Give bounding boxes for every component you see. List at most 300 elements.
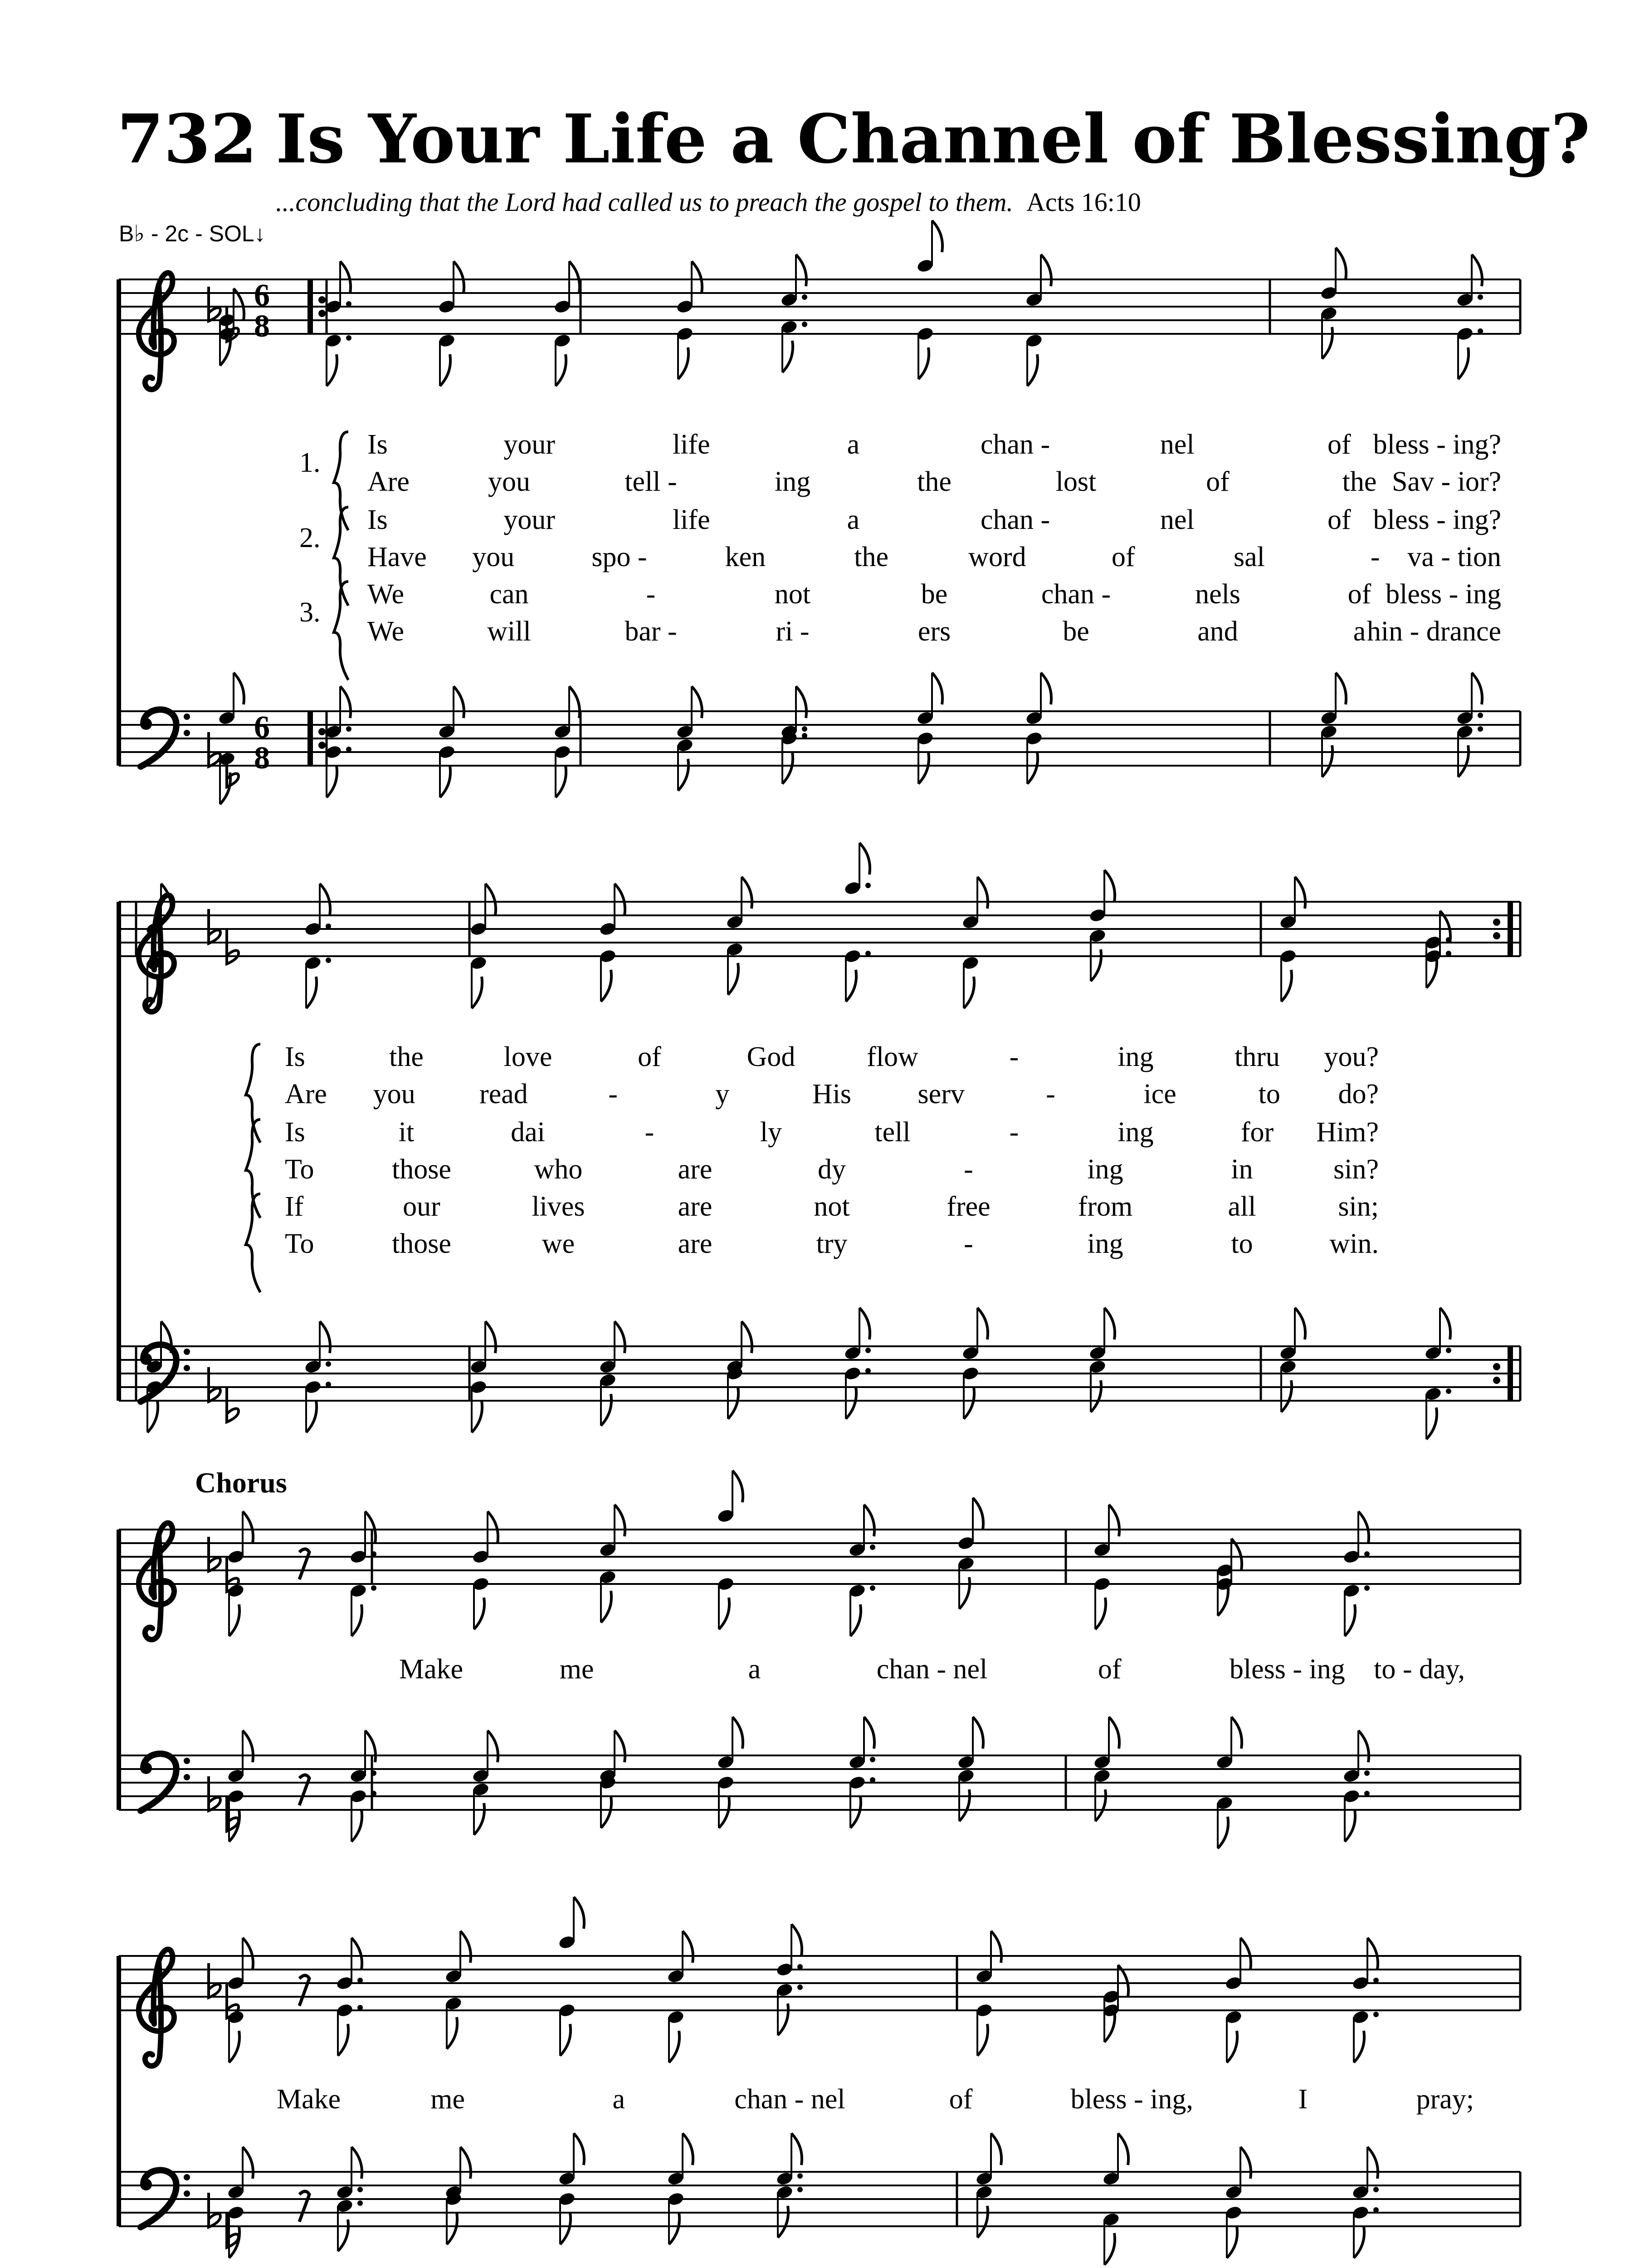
lyric-syllable: are	[678, 1154, 712, 1185]
note-flag	[1345, 1604, 1355, 1636]
note-flag	[556, 766, 566, 797]
lyric-syllable: Are	[285, 1079, 327, 1110]
time-signature-denominator: 8	[254, 309, 270, 344]
augmentation-dot	[357, 2005, 363, 2010]
lyric-syllable: bar -	[625, 616, 677, 647]
lyric-syllable: Make	[399, 1654, 464, 1685]
lyric-syllable: you	[472, 542, 515, 572]
augmentation-dot	[326, 1382, 331, 1387]
lyric-syllable: a	[847, 504, 860, 535]
system-1-notation	[119, 220, 1520, 804]
system-3-lyrics	[399, 1654, 1465, 1685]
repeat-dot	[318, 296, 326, 303]
note-flag	[864, 1717, 874, 1749]
note-flag	[460, 1931, 471, 1963]
note-flag	[234, 673, 244, 704]
augmentation-dot	[870, 1757, 875, 1762]
treble-clef-icon	[139, 1949, 174, 2066]
lyric-syllable: of	[1206, 466, 1230, 497]
lyric-syllable: bless - ing,	[1070, 2084, 1193, 2115]
repeat-dot	[318, 742, 326, 749]
lyric-syllable: Him?	[1316, 1117, 1379, 1148]
note-flag	[243, 1730, 253, 1762]
note-flag	[728, 963, 738, 995]
note-flag	[778, 2206, 788, 2238]
lyric-syllable: the	[854, 542, 888, 572]
augmentation-dot	[870, 1545, 875, 1550]
lyric-syllable: Is	[285, 1117, 305, 1148]
lyric-syllable: do?	[1338, 1079, 1379, 1110]
lyric-syllable: lives	[532, 1191, 585, 1222]
lyric-syllable: a	[847, 429, 860, 460]
lyric-syllable: of	[1327, 504, 1351, 535]
note-flag	[1322, 745, 1332, 777]
note-flag	[846, 970, 856, 1002]
key-info: B♭ - 2c - SOL↓	[119, 221, 266, 246]
system-1-lyrics	[299, 429, 1501, 680]
augmentation-dot	[1373, 2187, 1379, 2192]
augmentation-dot	[870, 1777, 875, 1783]
time-signature-denominator: 8	[254, 741, 270, 776]
scripture-reference: Acts 16:10	[1026, 187, 1141, 217]
flat-icon	[209, 732, 220, 767]
flat-icon	[209, 1367, 220, 1402]
lyric-syllable: -	[646, 579, 656, 610]
lyric-syllable: y	[715, 1079, 730, 1110]
augmentation-dot	[357, 1978, 363, 1983]
note-flag	[977, 1308, 988, 1339]
system-4-lyrics	[277, 2084, 1474, 2115]
lyric-syllable: ri -	[776, 616, 810, 647]
note-flag	[1027, 752, 1038, 784]
augmentation-dot	[1478, 294, 1483, 300]
augmentation-dot	[797, 1964, 803, 1970]
note-flag	[977, 2206, 988, 2238]
lyric-syllable: ing	[1117, 1117, 1154, 1148]
lyric-syllable: a	[612, 2084, 625, 2115]
lyric-syllable: ly	[760, 1117, 782, 1148]
lyric-syllable: who	[534, 1154, 583, 1185]
lyric-syllable: sal	[1234, 542, 1265, 572]
note-flag	[1281, 970, 1292, 1002]
note-flag	[351, 1938, 362, 1970]
note-flag	[1041, 673, 1051, 704]
lyric-syllable: Is	[367, 429, 388, 460]
lyric-syllable: bless - ing?	[1373, 504, 1501, 535]
note-flag	[1472, 254, 1482, 286]
lyric-syllable: chan - nel	[734, 2084, 845, 2115]
note-flag	[1091, 949, 1101, 981]
note-flag	[1354, 2226, 1364, 2258]
note-flag	[1104, 2233, 1115, 2265]
note-flag	[796, 254, 806, 286]
note-flag	[147, 1401, 158, 1432]
note-flag	[1440, 1308, 1450, 1339]
note-flag	[991, 2133, 1001, 2165]
lyric-syllable: life	[672, 504, 710, 535]
lyric-syllable: those	[392, 1228, 451, 1259]
lyric-syllable: His	[812, 1079, 852, 1110]
note-flag	[1041, 254, 1051, 286]
augmentation-dot	[865, 1348, 871, 1353]
augmentation-dot	[371, 1551, 376, 1557]
notation-marks	[119, 220, 1520, 2265]
eighth-rest-icon	[299, 1775, 309, 1805]
note-flag	[474, 1803, 484, 1835]
flat-icon	[227, 929, 239, 964]
lyric-syllable: -	[1046, 1079, 1055, 1110]
note-flag	[1109, 1505, 1119, 1536]
note-flag	[327, 766, 337, 797]
note-flag	[719, 1796, 729, 1828]
lyric-syllable: Is	[285, 1041, 305, 1072]
lyric-syllable: pray;	[1416, 2084, 1474, 2115]
hymn-title: Is Your Life a Channel of Blessing?	[276, 99, 1591, 178]
note-flag	[365, 1511, 376, 1543]
flat-icon	[227, 1388, 239, 1422]
note-flag	[1281, 1380, 1292, 1412]
augmentation-dot	[326, 924, 331, 929]
lyric-syllable: me	[430, 2084, 465, 2115]
lyric-syllable: win.	[1329, 1228, 1379, 1259]
lyric-syllable: flow	[867, 1041, 918, 1072]
lyric-syllable: lost	[1055, 466, 1097, 497]
note-flag	[859, 843, 870, 875]
note-flag	[1367, 1938, 1378, 1970]
note-flag	[615, 1321, 625, 1353]
note-flag	[959, 1789, 970, 1821]
note-flag	[932, 220, 942, 252]
lyric-syllable: sin?	[1333, 1154, 1379, 1185]
augmentation-dot	[326, 958, 331, 963]
lyric-syllable: ers	[917, 616, 951, 647]
lyric-syllable: in	[1231, 1154, 1253, 1185]
lyric-syllable: of	[1098, 1654, 1122, 1685]
eighth-rest-icon	[299, 1549, 309, 1579]
repeat-dot	[1493, 932, 1500, 939]
note-flag	[243, 1938, 253, 1970]
note-flag	[472, 977, 482, 1008]
note-flag	[440, 766, 450, 797]
note-flag	[243, 1511, 253, 1543]
lyric-syllable: tell	[874, 1117, 911, 1148]
note-flag	[474, 1598, 484, 1629]
lyric-syllable: for	[1240, 1117, 1274, 1148]
verse-number: 3.	[299, 597, 321, 628]
note-flag	[1458, 745, 1469, 777]
lyric-syllable: ice	[1143, 1079, 1176, 1110]
lyric-syllable: chan -	[1041, 579, 1111, 610]
note-flag	[1336, 673, 1346, 704]
note-flag	[601, 1591, 611, 1623]
note-flag	[782, 341, 793, 372]
note-flag	[977, 2024, 988, 2056]
note-flag	[669, 2213, 679, 2244]
lyric-syllable: To	[285, 1228, 314, 1259]
lyric-syllable: from	[1078, 1191, 1133, 1222]
note-flag	[1358, 1511, 1369, 1543]
lyric-syllable: -	[964, 1154, 973, 1185]
lyric-syllable: Make	[277, 2084, 341, 2115]
lyric-syllable: be	[921, 579, 948, 610]
lyric-syllable: -	[1009, 1117, 1019, 1148]
chorus-label: Chorus	[195, 1466, 287, 1499]
lyric-syllable: bless - ing	[1229, 1654, 1345, 1685]
note-flag	[574, 1897, 584, 1929]
lyric-syllable: -	[1009, 1041, 1019, 1072]
note-flag	[488, 1511, 498, 1543]
eighth-rest-icon	[299, 2191, 309, 2222]
lyric-syllable: -	[644, 1117, 654, 1148]
note-flag	[569, 686, 580, 718]
repeat-dot	[318, 310, 326, 317]
note-flag	[320, 884, 330, 915]
note-flag	[1336, 248, 1346, 279]
note-flag	[472, 1401, 482, 1432]
note-flag	[615, 884, 625, 915]
note-flag	[340, 261, 351, 293]
treble-clef-icon	[139, 1523, 174, 1639]
verse-brace	[246, 1194, 260, 1292]
lyric-syllable: the	[917, 466, 952, 497]
augmentation-dot	[1364, 1551, 1370, 1557]
augmentation-dot	[1364, 1791, 1370, 1796]
lyric-syllable: sin;	[1338, 1191, 1379, 1222]
note-flag	[320, 1321, 330, 1353]
note-flag	[1095, 1789, 1106, 1821]
lyric-syllable: chan - nel	[876, 1654, 988, 1685]
lyric-syllable: to	[1231, 1228, 1253, 1259]
augmentation-dot	[1373, 2207, 1379, 2213]
note-flag	[1295, 1308, 1305, 1339]
lyric-syllable: those	[392, 1154, 451, 1185]
note-flag	[1358, 1730, 1369, 1762]
note-flag	[1227, 2226, 1237, 2258]
eighth-rest-icon	[299, 1975, 309, 2006]
note-flag	[850, 1796, 861, 1828]
treble-clef-icon	[139, 273, 174, 389]
lyric-syllable: be	[1063, 616, 1089, 647]
note-flag	[1104, 870, 1115, 902]
note-flag	[306, 977, 317, 1008]
note-flag	[678, 347, 688, 379]
note-flag	[1231, 1717, 1242, 1749]
note-flag	[859, 1308, 870, 1339]
lyric-syllable: To	[285, 1154, 314, 1185]
lyric-syllable: dai	[511, 1117, 545, 1148]
note-flag	[964, 1387, 974, 1419]
note-flag	[454, 686, 464, 718]
note-flag	[1240, 2147, 1251, 2179]
lyric-syllable: bless - ing	[1386, 579, 1501, 610]
note-flag	[454, 261, 464, 293]
note-flag	[1109, 1717, 1119, 1749]
augmentation-dot	[1446, 1348, 1451, 1353]
lyric-syllable: Have	[367, 542, 427, 572]
lyric-syllable: it	[398, 1117, 415, 1148]
lyric-syllable: of	[1111, 542, 1135, 572]
augmentation-dot	[1478, 726, 1483, 732]
lyric-syllable: try	[816, 1228, 848, 1259]
note-flag	[306, 1401, 317, 1432]
note-flag	[1240, 1938, 1251, 1970]
augmentation-dot	[802, 733, 807, 738]
augmentation-dot	[865, 1368, 871, 1374]
augmentation-dot	[802, 294, 807, 300]
augmentation-dot	[865, 951, 871, 956]
note-flag	[460, 2147, 471, 2179]
note-flag	[732, 1717, 743, 1749]
note-flag	[991, 1931, 1001, 1963]
note-flag	[1218, 1817, 1228, 1848]
note-flag	[742, 877, 752, 909]
flat-icon	[209, 287, 220, 321]
note-flag	[147, 977, 158, 1008]
lyric-syllable: of	[638, 1041, 661, 1072]
lyric-syllable: ing	[1087, 1154, 1123, 1185]
lyric-syllable: nel	[1160, 429, 1195, 460]
augmentation-dot	[1364, 1770, 1370, 1776]
note-flag	[1095, 1598, 1106, 1629]
flat-icon	[209, 1537, 220, 1571]
system-4-notation	[119, 1897, 1520, 2265]
note-flag	[728, 1387, 738, 1419]
note-flag	[615, 1730, 625, 1762]
note-flag	[365, 1730, 376, 1762]
lyric-syllable: to - day,	[1374, 1654, 1465, 1685]
lyric-syllable: our	[403, 1191, 440, 1222]
note-flag	[782, 752, 793, 784]
lyric-syllable: -	[1370, 542, 1380, 572]
lyric-syllable: and	[1197, 616, 1238, 647]
flat-icon	[209, 2193, 220, 2227]
epigraph-text: ...concluding that the Lord had called us to preach the gospel to them.	[276, 187, 1013, 217]
lyric-syllable: nel	[1160, 504, 1195, 535]
lyric-syllable: chan -	[980, 429, 1050, 460]
note-flag	[973, 1498, 983, 1530]
lyric-syllable: the	[1342, 466, 1377, 497]
lyric-syllable: serv	[917, 1079, 965, 1110]
lyric-syllable: nels	[1195, 579, 1240, 610]
lyric-syllable: ken	[725, 542, 766, 572]
note-flag	[683, 1931, 693, 1963]
lyric-syllable: to	[1258, 1079, 1280, 1110]
augmentation-dot	[797, 2187, 803, 2192]
lyric-syllable: ing	[1117, 1041, 1154, 1072]
augmentation-dot	[1446, 951, 1451, 956]
repeat-dot	[1493, 1363, 1500, 1370]
note-flag	[340, 686, 351, 718]
note-flag	[243, 2147, 253, 2179]
lyric-syllable: thru	[1235, 1041, 1280, 1072]
lyric-syllable: life	[672, 429, 710, 460]
augmentation-dot	[865, 883, 871, 888]
note-flag	[447, 2213, 457, 2244]
repeat-dot	[1493, 919, 1500, 926]
lyric-syllable: the	[389, 1041, 424, 1072]
note-flag	[669, 2031, 679, 2063]
augmentation-dot	[797, 2173, 803, 2179]
note-flag	[485, 884, 496, 915]
flat-icon	[209, 1776, 220, 1811]
note-flag	[1458, 347, 1469, 379]
augmentation-dot	[1478, 328, 1483, 334]
note-flag	[615, 1505, 625, 1536]
note-flag	[846, 1387, 856, 1419]
lyric-syllable: you	[373, 1079, 415, 1110]
augmentation-dot	[357, 2200, 363, 2206]
augmentation-dot	[1446, 937, 1451, 943]
system-2-notation	[119, 843, 1520, 1439]
note-flag	[351, 1604, 362, 1636]
augmentation-dot	[346, 726, 351, 732]
note-flag	[864, 1505, 874, 1536]
augmentation-dot	[802, 726, 807, 732]
augmentation-dot	[371, 1585, 376, 1591]
lyric-syllable: of	[949, 2084, 973, 2115]
augmentation-dot	[371, 1791, 376, 1796]
lyric-syllable: your	[503, 504, 555, 535]
lyric-syllable: Sav - ior?	[1391, 466, 1501, 497]
lyric-syllable: free	[947, 1191, 991, 1222]
note-flag	[447, 2017, 457, 2049]
lyric-syllable: spo -	[591, 542, 647, 572]
lyric-syllable: read	[479, 1079, 528, 1110]
note-flag	[959, 1577, 970, 1609]
system-2-lyrics	[246, 1041, 1379, 1292]
note-flag	[678, 759, 688, 791]
note-flag	[1322, 327, 1332, 359]
augmentation-dot	[326, 1361, 331, 1367]
augmentation-dot	[346, 747, 351, 752]
note-flag	[918, 347, 929, 379]
note-flag	[488, 1730, 498, 1762]
augmentation-dot	[1478, 713, 1483, 718]
lyric-syllable: not	[814, 1191, 850, 1222]
augmentation-dot	[870, 1585, 875, 1591]
note-flag	[1118, 2133, 1128, 2165]
note-flag	[977, 877, 988, 909]
lyric-syllable: bless - ing?	[1373, 429, 1501, 460]
note-flag	[791, 2133, 802, 2165]
lyric-syllable: word	[968, 542, 1026, 572]
note-flag	[560, 2213, 571, 2244]
note-flag	[791, 1924, 802, 1956]
note-flag	[973, 1717, 983, 1749]
repeat-dot	[1493, 1377, 1500, 1384]
note-flag	[683, 2133, 693, 2165]
lyric-syllable: will	[487, 616, 531, 647]
note-flag	[964, 977, 974, 1008]
note-flag	[1367, 2147, 1378, 2179]
note-flag	[601, 970, 611, 1002]
time-signature-numerator: 6	[254, 710, 270, 745]
note-flag	[1354, 2031, 1364, 2063]
note-flag	[692, 261, 702, 293]
note-flag	[1227, 2031, 1237, 2063]
note-flag	[1426, 1408, 1437, 1439]
note-flag	[742, 1321, 752, 1353]
note-flag	[351, 2147, 362, 2179]
lyric-syllable: a	[1353, 616, 1366, 647]
augmentation-dot	[802, 322, 807, 327]
note-flag	[229, 1604, 239, 1636]
lyric-syllable: me	[559, 1654, 594, 1685]
lyric-syllable: love	[503, 1041, 552, 1072]
lyric-syllable: tell -	[625, 466, 677, 497]
lyric-syllable: all	[1228, 1191, 1256, 1222]
flat-icon	[209, 1963, 220, 1998]
